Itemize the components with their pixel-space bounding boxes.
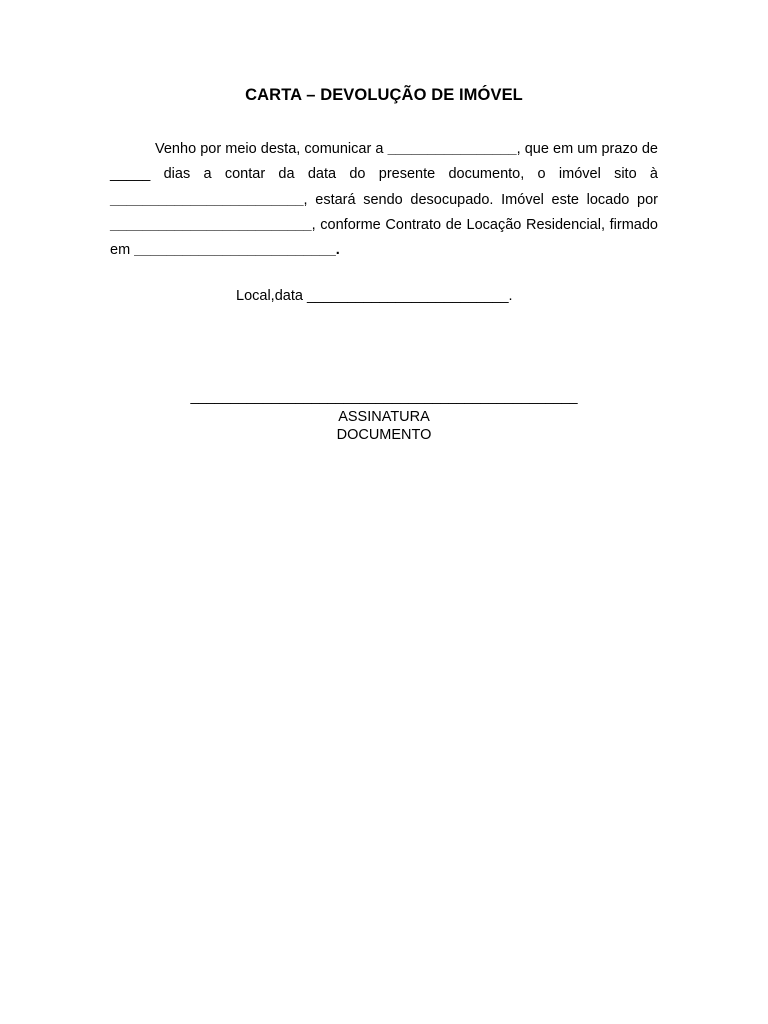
document-label: DOCUMENTO — [336, 427, 432, 443]
signature-label: ASSINATURA — [338, 409, 430, 425]
body-text-3: , estará sendo desocupado. Imóvel este locado por — [303, 191, 658, 208]
body-paragraph — [110, 137, 658, 263]
signature-block — [0, 408, 768, 444]
local-data-line: Local,data _________________________. — [236, 288, 513, 304]
body-text-2: , que em um prazo de _____ dias a contar da data do presente documento, o imóvel sito à — [110, 141, 658, 183]
blank-contract-date: _________________________. — [134, 242, 340, 259]
blank-address: ________________________ — [110, 191, 304, 208]
blank-recipient: ________________ — [387, 141, 517, 157]
blank-lessor: _________________________ — [110, 216, 312, 233]
body-text-4: , conforme Contrato de Locação Residencial, firmado em — [110, 216, 658, 259]
document-title: CARTA – DEVOLUÇÃO DE IMÓVEL — [245, 86, 523, 104]
body-text-1: Venho por meio desta, comunicar a — [155, 141, 388, 157]
signature-line: ________________________________________________ — [190, 389, 578, 405]
